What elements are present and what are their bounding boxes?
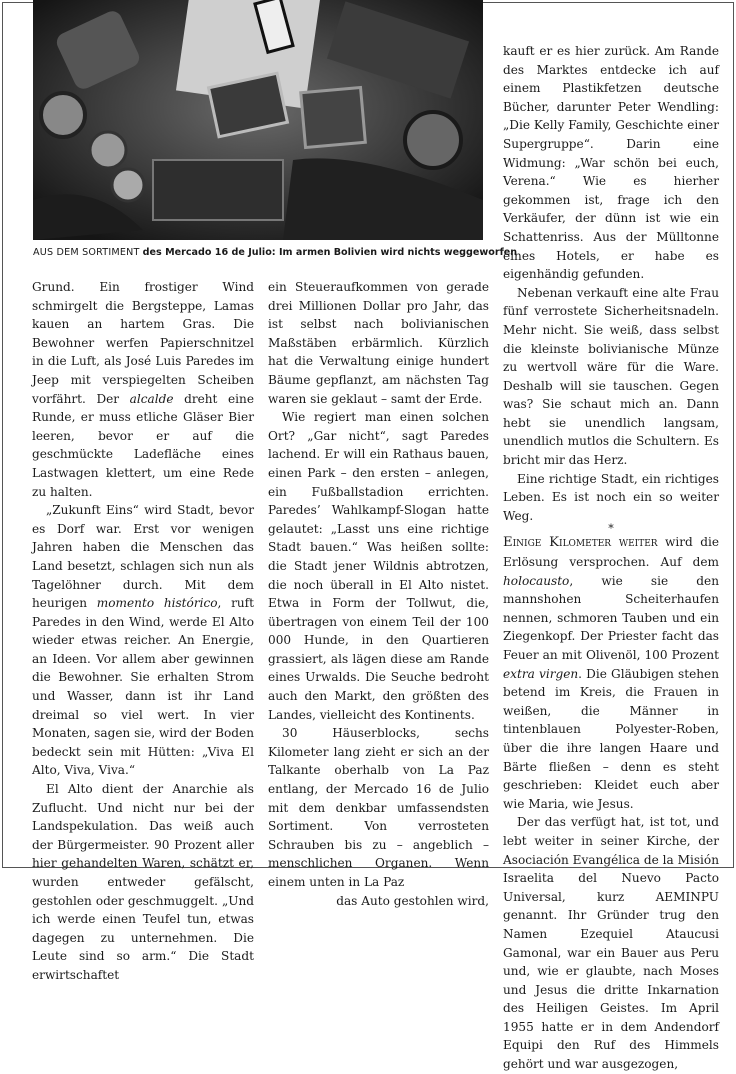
paragraph: „Zukunft Eins“ wird Stadt, bevor es Dorf war. Erst vor wenigen Jahren haben die Menschen das Land besetzt, schlagen sich nun als Tagelöhner durch. Mit dem heurigen momento histórico, ruft Paredes in den Wind, werde El Alto wieder etwas reicher. An Energie, an Ideen. Vor allem aber gewinnen die Bewohner. Sie erhalten Strom und Wasser, dann ist ihr Land dreimal so viel wert. In vier Monaten, sagen sie, wird der Boden bedeckt sein mit Hütten: „Viva El Alto, Viva, Viva.“ (32, 503, 254, 778)
market-photo (33, 0, 483, 240)
text-column-1 (32, 278, 254, 985)
caption-lead: AUS DEM SORTIMENT (33, 247, 140, 258)
paragraph: Wie regiert man einen solchen Ort? „Gar nicht“, sagt Paredes lachend. Er will ein Rathaus bauen, einen Park – den ersten – anlegen, ein Fußballstadion errichten. Paredes’ Wahlkampf-Slogan hatte gelautet: „Lasst uns eine richtige Stadt bauen.“ Was heißen sollte: die Stadt jener Wildnis abtrotzen, die noch überall in El Alto nistet. Etwa in Form der Tollwut, die, übertragen von einem Teil der 100 000 Hunde, in den Quartieren grassiert, als lägen diese am Rande eines Urwalds. Die Seuche bedroht auch den Markt, den größten des Landes, vielleicht des Kontinents. (268, 410, 489, 722)
text-column-2 (268, 278, 489, 910)
market-goods-photo-icon (33, 0, 483, 240)
paragraph: Nebenan verkauft eine alte Frau fünf verrostete Sicherheitsnadeln. Mehr nicht. Sie weiß, dass selbst die kleinste bolivianische Münze zu wertvoll wäre für die Ware. Deshalb will sie tauschen. Gegen was? Sie schaut mich an. Dann hebt sie unendlich langsam, unendlich mutlos die Schultern. Es bricht mir das Herz. (503, 285, 719, 468)
paragraph: ein Steueraufkommen von gerade drei Millionen Dollar pro Jahr, das ist selbst nach bolivianischen Maßstäben erbärmlich. Kürzlich hat die Verwaltung einige hundert Bäume gepflanzt, am nächsten Tag waren sie geklaut – samt der Erde. (268, 280, 489, 406)
paragraph: Einige Kilometer weiter wird die Erlösung versprochen. Auf dem holocausto, wie sie den mannshohen Scheiterhaufen nennen, schmoren Tauben und ein Ziegenkopf. Der Priester facht das Feuer an mit Olivenöl, 100 Prozent extra virgen. Die Gläubigen stehen betend im Kreis, die Frauen in weißen, die Männer in tintenblauen Polyester-Roben, über die ihre langen Haare und Bärte fließen – denn es steht geschrieben: Kleidet euch aber wie Maria, wie Jesus. (503, 535, 720, 811)
caption-text: des Mercado 16 de Julio: Im armen Bolivien wird nichts weggeworfen (142, 247, 518, 258)
paragraph: 30 Häuserblocks, sechs Kilometer lang zieht er sich an der Talkante oberhalb von La Paz entlang, der Mercado 16 de Julio mit dem denkbar umfassendsten Sortiment. Von verrosteten Schrauben bis zu – angeblich – menschlichen Organen. Wenn einem unten in La Paz (268, 726, 489, 889)
paragraph-end: das Auto gestohlen wird, (336, 893, 489, 908)
text-column-3 (503, 42, 719, 1074)
paragraph: El Alto dient der Anarchie als Zuflucht. Und nicht nur bei der Landspekulation. Das weiß auch der Bürgermeister. 90 Prozent aller hier gehandelten Waren, schätzt er, wurden entweder gefälscht, gestohlen oder geschmuggelt. „Und ich werde einen Teufel tun, etwas dagegen zu unternehmen. Die Leute sind so arm.“ Die Stadt erwirtschaftet (32, 782, 254, 982)
paragraph: kauft er es hier zurück. Am Rande des Marktes entdecke ich auf einem Plastikfetzen deutsche Bücher, darunter Peter Wendling: „Die Kelly Family, Geschichte einer Supergruppe“. Darin eine Widmung: „War schön bei euch, Verena.“ Wie es hierher gekommen ist, frage ich den Verkäufer, der dünn ist wie ein Schattenriss. Aus der Mülltonne eines Hotels, er habe es eigenhändig gefunden. (503, 44, 719, 282)
paragraph: Eine richtige Stadt, ein richtiges Leben. Es ist noch ein so weiter Weg. (503, 471, 719, 523)
paragraph: Der das verfügt hat, ist tot, und lebt weiter in seiner Kirche, der Asociación Evangélica de la Misión Israelita del Nuevo Pacto Universal, kurz AEMINPU genannt. Ihr Gründer trug den Namen Ezequiel Ataucusi Gamonal, war ein Bauer aus Peru und, wie er glaubte, nach Moses und Jesus die dritte Inkarnation des Heiligen Geistes. Im April 1955 hatte er in dem Andendorf Equipi den Ruf des Himmels gehört und war ausgezogen, (503, 815, 719, 1072)
photo-caption (33, 247, 518, 259)
paragraph: Grund. Ein frostiger Wind schmirgelt die Bergsteppe, Lamas kauen an hartem Gras. Die Bewohner werfen Papierschnitzel in die Luft, als José Luis Paredes im Jeep mit verspiegelten Scheiben vorfährt. Der alcalde dreht eine Runde, er muss etliche Gläser Bier leeren, bevor er auf die geschmückte Ladefläche eines Lastwagen klettert, um eine Rede zu halten. (32, 280, 254, 499)
section-separator: * (608, 522, 614, 536)
